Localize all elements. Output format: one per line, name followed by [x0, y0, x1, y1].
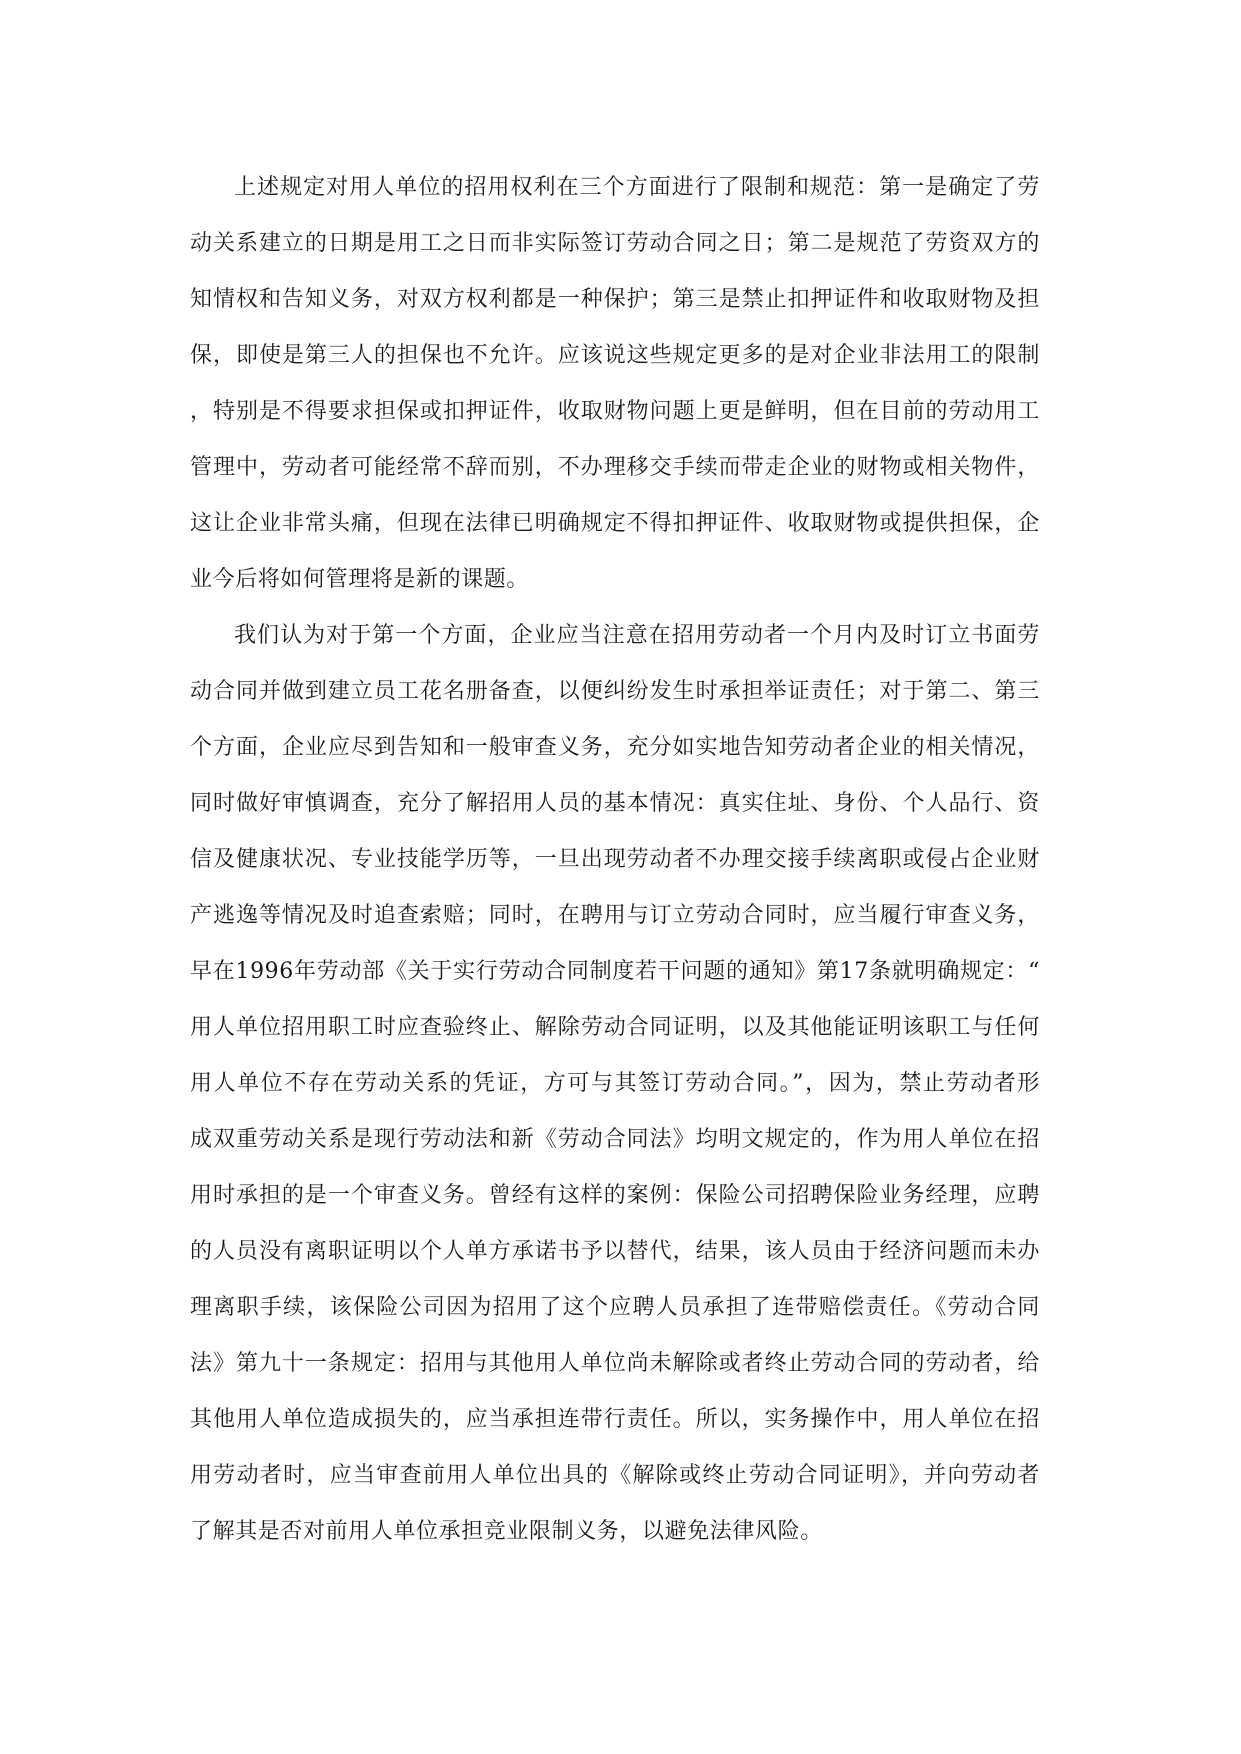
paragraph-2-line-9: 用人单位不存在劳动关系的凭证，方可与其签订劳动合同。”，因为，禁止劳动者形 [190, 1071, 1040, 1096]
paragraph-2-line-2: 动合同并做到建立员工花名册备查，以便纠纷发生时承担举证责任；对于第二、第三 [190, 679, 1040, 704]
paragraph-2-line-15: 其他用人单位造成损失的，应当承担连带行责任。所以，实务操作中，用人单位在招 [190, 1407, 1040, 1432]
paragraph-2-line-1: 我们认为对于第一个方面，企业应当注意在招用劳动者一个月内及时订立书面劳 [234, 623, 1040, 648]
paragraph-2-line-7: 早在1996年劳动部《关于实行劳动合同制度若干问题的通知》第17条就明确规定：“ [190, 959, 1040, 984]
paragraph-2-line-3: 个方面，企业应尽到告知和一般审查义务，充分如实地告知劳动者企业的相关情况， [190, 735, 1040, 760]
paragraph-1-line-4: 保，即使是第三人的担保也不允许。应该说这些规定更多的是对企业非法用工的限制 [190, 343, 1040, 368]
paragraph-1-line-7: 这让企业非常头痛，但现在法律已明确规定不得扣押证件、收取财物或提供担保，企 [190, 511, 1040, 536]
paragraph-1-line-3: 知情权和告知义务，对双方权利都是一种保护；第三是禁止扣押证件和收取财物及担 [190, 287, 1040, 312]
paragraph-1-line-2: 动关系建立的日期是用工之日而非实际签订劳动合同之日；第二是规范了劳资双方的 [190, 231, 1040, 256]
paragraph-2-line-14: 法》第九十一条规定：招用与其他用人单位尚未解除或者终止劳动合同的劳动者，给 [190, 1351, 1040, 1376]
paragraph-1-line-8: 业今后将如何管理将是新的课题。 [190, 567, 530, 592]
paragraph-2-line-17: 了解其是否对前用人单位承担竞业限制义务，以避免法律风险。 [190, 1519, 823, 1544]
paragraph-1-line-6: 管理中，劳动者可能经常不辞而别，不办理移交手续而带走企业的财物或相关物件， [190, 455, 1040, 480]
paragraph-2-line-5: 信及健康状况、专业技能学历等，一旦出现劳动者不办理交接手续离职或侵占企业财 [190, 847, 1040, 872]
body-text [190, 160, 1040, 1560]
paragraph-2-line-4: 同时做好审慎调查，充分了解招用人员的基本情况：真实住址、身份、个人品行、资 [190, 791, 1040, 816]
paragraph-1-line-1: 上述规定对用人单位的招用权利在三个方面进行了限制和规范：第一是确定了劳 [234, 175, 1040, 200]
paragraph-2-line-12: 的人员没有离职证明以个人单方承诺书予以替代，结果，该人员由于经济问题而未办 [190, 1239, 1040, 1264]
paragraph-2-line-13: 理离职手续，该保险公司因为招用了这个应聘人员承担了连带赔偿责任。《劳动合同 [190, 1295, 1040, 1320]
paragraph-2-line-11: 用时承担的是一个审查义务。曾经有这样的案例：保险公司招聘保险业务经理，应聘 [190, 1183, 1040, 1208]
paragraph-1-line-5: ，特别是不得要求担保或扣押证件，收取财物问题上更是鲜明，但在目前的劳动用工 [190, 399, 1040, 424]
paragraph-2-line-6: 产逃逸等情况及时追查索赔；同时，在聘用与订立劳动合同时，应当履行审查义务， [190, 903, 1040, 928]
paragraph-2-line-8: 用人单位招用职工时应查验终止、解除劳动合同证明，以及其他能证明该职工与任何 [190, 1015, 1040, 1040]
paragraph-2-line-10: 成双重劳动关系是现行劳动法和新《劳动合同法》均明文规定的，作为用人单位在招 [190, 1127, 1040, 1152]
paragraph-2-line-16: 用劳动者时，应当审查前用人单位出具的《解除或终止劳动合同证明》，并向劳动者 [190, 1463, 1040, 1488]
